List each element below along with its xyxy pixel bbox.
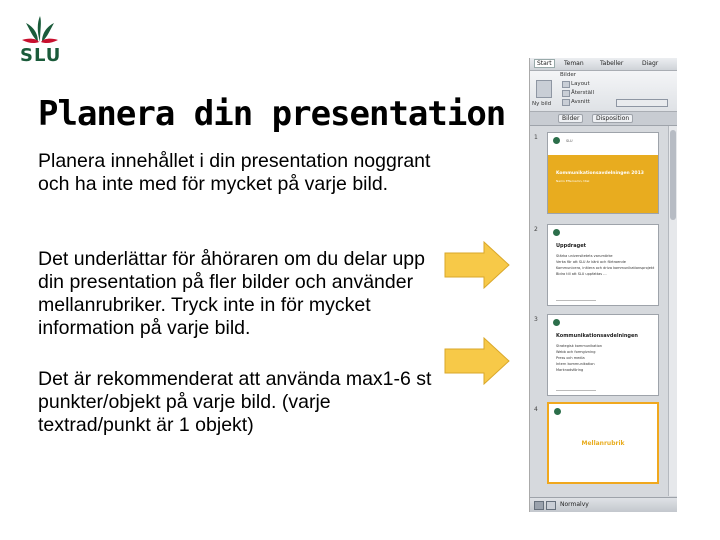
slu-leaf-icon xyxy=(18,14,62,46)
slide-thumbnail-1[interactable] xyxy=(547,132,659,214)
slide-thumbnail-4[interactable] xyxy=(547,402,659,484)
page-title: Planera din presentation xyxy=(38,94,506,134)
status-view-label: Normalvy xyxy=(560,501,589,508)
slide-bullet: Webb och formgivning xyxy=(556,350,596,354)
slide-number: 2 xyxy=(534,226,538,233)
layout-button[interactable]: Layout xyxy=(571,81,590,87)
tab-disposition[interactable]: Disposition xyxy=(592,114,633,123)
slide-band-title: Kommunikationsavdelningen 2013 xyxy=(556,171,644,176)
paragraph-planning: Planera innehållet i din presentation noggrant och ha inte med för mycket på varje bild. xyxy=(38,150,431,195)
slide-footer-line xyxy=(556,390,596,391)
slide-bullets xyxy=(556,253,655,277)
slide-title: Kommunikationsavdelningen xyxy=(556,333,638,339)
section-button[interactable]: Avsnitt xyxy=(571,99,590,105)
tab-bilder[interactable]: Bilder xyxy=(558,114,583,123)
slide-number: 3 xyxy=(534,316,538,323)
normal-view-icon[interactable] xyxy=(534,501,544,510)
paragraph-split-slides: Det underlättar för åhöraren om du delar upp din presentation på fler bilder och använder mellanrubriker. Tryck inte in för mycket information på varje bild. xyxy=(38,248,425,339)
slide-title-band xyxy=(548,155,658,213)
slide-bullet: Stärka universitetets varumärke xyxy=(556,254,613,258)
scrollbar-thumb[interactable] xyxy=(670,130,676,220)
new-slide-button[interactable]: Ny bild xyxy=(532,101,552,107)
reset-icon xyxy=(562,90,570,97)
slide-number: 1 xyxy=(534,134,538,141)
ribbon-tab-diagram[interactable]: Diagr xyxy=(642,60,659,67)
ribbon-tab-start[interactable]: Start xyxy=(534,59,555,68)
slide-bullets xyxy=(556,343,652,373)
slide-panel-scrollbar[interactable] xyxy=(668,126,677,496)
slide-band-subtitle: Namn Efternamn, titel xyxy=(556,179,590,183)
slu-mini-logo xyxy=(554,408,561,415)
slide-sorter-icon[interactable] xyxy=(546,501,556,510)
slide-bullet: Bidra till att SLU uppfattas ... xyxy=(556,272,607,276)
paragraph-max-bullets: Det är rekommenderat att använda max1-6 st punkter/objekt på varje bild. (varje textrad/punkt är 1 objekt) xyxy=(38,368,432,436)
slu-mini-logo xyxy=(553,137,560,144)
reset-button[interactable]: Återställ xyxy=(571,90,595,96)
right-arrow-icon xyxy=(444,337,510,385)
slides-group-label: Bilder xyxy=(560,72,576,78)
slide-number: 4 xyxy=(534,406,538,413)
section-icon xyxy=(562,99,570,106)
slide-title: Uppdraget xyxy=(556,243,586,249)
font-controls[interactable] xyxy=(616,99,668,107)
slide-bullet: Marknadsföring xyxy=(556,368,584,372)
ribbon-body xyxy=(530,71,677,112)
slu-mini-logo xyxy=(553,229,560,236)
slide-header: SLU xyxy=(566,139,573,143)
layout-icon xyxy=(562,81,570,88)
new-slide-icon[interactable] xyxy=(536,80,552,98)
slide-bullet: Kommunicera, initiera och driva kommunikationsprojekt xyxy=(556,266,655,270)
ribbon-tab-teman[interactable]: Teman xyxy=(564,60,584,67)
logo-text: SLU xyxy=(20,45,62,66)
ribbon-tab-tabeller[interactable]: Tabeller xyxy=(600,60,624,67)
slide-thumbnail-3[interactable] xyxy=(547,314,659,396)
status-bar xyxy=(530,497,677,512)
powerpoint-slide-panel-screenshot xyxy=(529,58,677,512)
ribbon-tabs xyxy=(530,58,677,71)
slide-bullet: Strategisk kommunikation xyxy=(556,344,602,348)
view-tabs xyxy=(530,112,677,126)
right-arrow-icon xyxy=(444,241,510,289)
slide-footer-line xyxy=(556,300,596,301)
slu-mini-logo xyxy=(553,319,560,326)
slide-bullet: Intern kommunikation xyxy=(556,362,595,366)
slu-logo xyxy=(18,14,62,66)
slide-thumbnail-2[interactable] xyxy=(547,224,659,306)
slide-bullet: Press och media xyxy=(556,356,585,360)
slide-section-heading: Mellanrubrik xyxy=(581,440,625,447)
slide-bullet: Verka för att SLU är känt och förtroende xyxy=(556,260,626,264)
